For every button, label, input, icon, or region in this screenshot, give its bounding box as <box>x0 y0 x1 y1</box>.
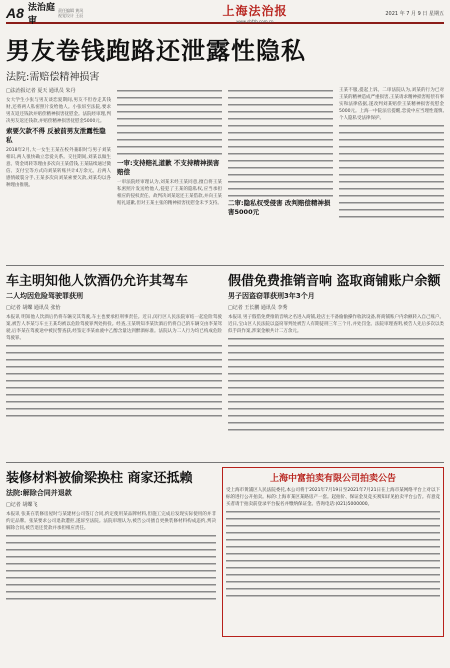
story-2-cont <box>228 335 444 435</box>
main-lead: 女大学生小张与男友谈恋爱期间,男友不但卷走其钱财,还将两人私密照片发给他人。小张诉至法院,要求男友返还钱款并赔偿精神损害抚慰金。法院经审理,判决男友返还钱款,并赔偿精神损害抚慰金5000元。 <box>6 98 111 124</box>
main-story-col-2 <box>117 87 222 261</box>
main-section-1-title: 索要欠款不得 反被前男友泄露性隐私 <box>6 127 106 144</box>
auction-cont <box>226 508 440 598</box>
story-3-byline: □记者 胡蝶飞 <box>6 502 38 508</box>
drunk-driving-story <box>6 270 222 458</box>
page-number-block <box>6 0 58 26</box>
main-story-col-4 <box>339 87 444 261</box>
story-1-byline: □记者 胡蝶 通讯员 张怡 <box>6 305 61 311</box>
middle-stories <box>6 270 444 458</box>
newspaper-url: www.shfzb.com.cn <box>236 19 274 24</box>
auction-text: 受上海市黄浦区人民法院委托,本公司将于2021年7月19日至2021年7月21日在上海市某网络平台上对以下标的进行公开拍卖。标的:上海市某区某路房产一套。起拍价、保证金及竞买须知详见拍卖平台公告。有意竞买者请于拍卖前登录平台报名并缴纳保证金。咨询电话:(021)5000000。 <box>226 488 440 507</box>
newspaper-logo: 上海法治报 <box>222 4 288 18</box>
renovation-story <box>6 467 216 637</box>
story-3-subhead: 法院:解除合同并退款 <box>6 489 72 497</box>
divider <box>6 462 444 463</box>
masthead <box>176 2 334 24</box>
main-story-col-3 <box>228 87 333 261</box>
main-subhead: 法院:需赔偿精神损害 <box>6 72 100 83</box>
auction-notice <box>222 467 444 637</box>
story-2-byline: □记者 王长鹏 通讯员 李秀 <box>228 305 288 311</box>
story-3-cont <box>6 532 216 602</box>
main-section-3-text: 王某不服,提起上诉。二审法院认为,刘某的行为已对王某的精神造成严重损害,王某请求精神损害赔偿有事实和法律依据,遂改判刘某赔偿王某精神损害抚慰金5000元。上海一中院法官提醒,恋爱中应当理性谨慎,个人隐私受法律保护。 <box>339 88 444 121</box>
main-section-3-cont <box>339 122 444 222</box>
auction-title: 上海中富拍卖有限公司拍卖公告 <box>269 474 396 484</box>
main-headline: 男友卷钱跑路还泄露性隐私 <box>6 37 306 65</box>
main-section-2-text: 一审法院经审理认为,刘某未经王某同意,擅自将王某私密照片发送给他人,侵犯了王某的隐私权,应当承担相应的侵权责任。故判决刘某返还王某借款,并向王某赔礼道歉,但对王某主张的精神损害抚慰金未予支持。 <box>117 180 222 206</box>
story-3-text: 本报讯 张某在装修房屋时与某建材公司签订合同,约定使用某品牌材料,但施工完成后发现实际使用的并非约定品牌。张某要求公司退款遭拒,遂诉至法院。法院审理认为,被告公司擅自更换装修材料构成违约,判决解除合同,被告退还货款并承担相应责任。 <box>6 512 216 531</box>
editor-credits <box>58 8 176 18</box>
divider <box>6 265 444 266</box>
designer-line: 视觉设计 王辰 <box>58 13 84 18</box>
story-3-headline: 装修材料被偷梁换柱 商家还抵赖 <box>6 471 193 486</box>
story-1-text: 本报讯 明知他人饮酒后仍将车辆交其驾驶,车主也要承担刑事责任。近日,闵行区人民法院审结一起危险驾驶案,被告人李某与车主王某均被以危险驾驶罪判处拘役。经查,王某明知李某饮酒后仍将自己的车辆交由李某驾驶,后李某在驾驶途中被民警查获,经鉴定李某血液中乙醇含量达到醉酒标准。法院认为二人行为均已构成危险驾驶罪。 <box>6 315 222 341</box>
main-section-3-title: 二审:隐私权受侵害 改判赔偿精神损害5000元 <box>228 199 331 216</box>
main-byline: □法治报记者 夏天 通讯员 朱丹 <box>6 88 76 94</box>
story-1-headline: 车主明知他人饮酒仍允许其驾车 <box>6 274 189 289</box>
issue-date: 2021 年 7 月 9 日 星期五 <box>385 10 444 17</box>
main-section-2-title: 一审:支持赔礼道歉 不支持精神损害赔偿 <box>117 159 220 176</box>
main-story <box>6 87 444 261</box>
page-number: A8 <box>6 5 24 21</box>
editor-line: 责任编辑 黄风 <box>58 8 84 13</box>
story-1-cont <box>6 342 222 422</box>
main-section-1-cont <box>117 87 222 157</box>
story-2-headline: 假借免费推销音响 盗取商铺账户余额 <box>228 274 441 289</box>
section-name: 法治庭审 <box>27 3 55 26</box>
story-1-subhead: 二人均因危险驾驶罪获刑 <box>6 292 83 300</box>
story-2-subhead: 男子因盗窃罪获刑3年3个月 <box>228 292 315 300</box>
story-2-text: 本报讯 男子假借免费推销音响之名进入商铺,趁店主不备偷偷操作收款设备,将商铺账户内余额转入自己账户。近日,宝山区人民法院以盗窃罪判处被告人有期徒刑三年三个月,并处罚金。法院审理查明,被告人先后多次以类似手段作案,涉案金额共计二万余元。 <box>228 315 444 334</box>
main-section-1-text: 2018年2月,大一女生王某在校外兼职时与男子刘某相识,两人很快确立恋爱关系。交往期间,刘某以做生意、资金周转等理由多次向王某借钱,王某陆续通过微信、支付宝等方式向刘某转账共计4万余元。后两人感情破裂分手,王某多次向刘某索要欠款,刘某均以各种理由推脱。 <box>6 148 111 188</box>
theft-story <box>228 270 444 458</box>
main-section-2-cont <box>228 87 333 197</box>
page-header <box>6 4 444 24</box>
bottom-section <box>6 467 444 637</box>
main-story-col-1 <box>6 87 111 261</box>
